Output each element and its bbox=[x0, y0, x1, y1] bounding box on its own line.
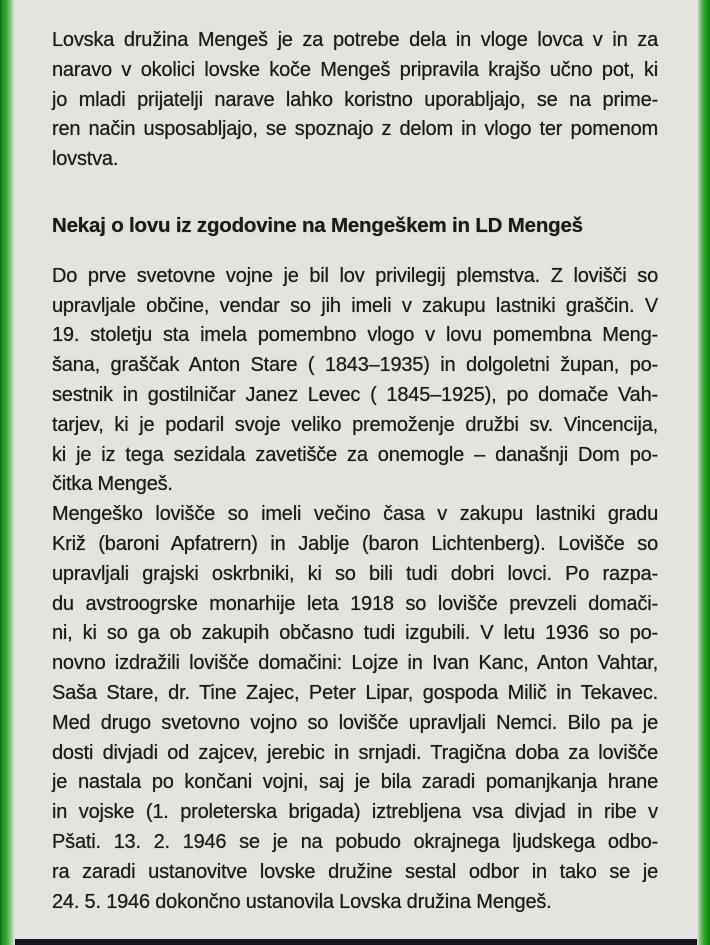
text-line: ni, ki so ga ob zakupih občasno tudi izgubili. V letu 1936 so po- bbox=[52, 622, 658, 645]
text-line: upravljali grajski oskrbniki, ki so bili tudi dobri lovci. Po razpa- bbox=[52, 562, 658, 585]
text-line: ki je iz tega sezidala zavetišče za onemogle – današnji Dom po- bbox=[52, 443, 658, 466]
text-line: ra zaradi ustanovitve lovske družine sestal odbor in tako se je bbox=[52, 860, 658, 883]
history-paragraph-2 bbox=[52, 500, 658, 917]
text-line: 19. stoletju sta imela pomembno vlogo v lovu pomembna Meng- bbox=[52, 324, 658, 347]
text-line: lovstva. bbox=[52, 148, 119, 171]
text-line: upravljale občine, vendar so jih imeli v zakupu lastniki graščin. V bbox=[52, 294, 658, 317]
text-line: Lovska družina Mengeš je za potrebe dela in vloge lovca v in za bbox=[52, 29, 658, 51]
text-line: novno izdražili lovišče domačini: Lojze in Ivan Kanc, Anton Vahtar, bbox=[52, 652, 658, 675]
text-line: du avstroogrske monarhije leta 1918 so lovišče prevzeli domači- bbox=[52, 592, 658, 615]
text-line: Pšati. 13. 2. 1946 se je na pobudo okrajnega ljudskega odbo- bbox=[52, 830, 658, 853]
text-line: čitka Mengeš. bbox=[52, 473, 173, 496]
right-green-border bbox=[697, 0, 710, 945]
text-line: sestnik in gostilničar Janez Levec ( 1845–1925), po domače Vah- bbox=[52, 383, 658, 406]
text-line: in vojske (1. proleterska brigada) iztrebljena vsa divjad in ribe v bbox=[52, 801, 658, 824]
text-line: Do prve svetovne vojne je bil lov privilegij plemstva. Z lovišči so bbox=[52, 264, 658, 287]
text-line: 24. 5. 1946 dokončno ustanovila Lovska družina Mengeš. bbox=[52, 890, 552, 913]
text-line: je nastala po končani vojni, saj je bila zaradi pomanjkanja hrane bbox=[52, 771, 658, 794]
text-line: Križ (baroni Apfatrern) in Jablje (baron Lichtenberg). Lovišče so bbox=[52, 532, 658, 555]
section-heading: Nekaj o lovu iz zgodovine na Mengeškem in LD Mengeš bbox=[52, 213, 583, 237]
text-line: Saša Stare, dr. Tine Zajec, Peter Lipar, gospoda Milič in Tekavec. bbox=[52, 681, 658, 704]
page-text-column bbox=[52, 26, 658, 917]
text-line: dosti divjadi od zajcev, jerebic in srnjadi. Tragična doba za lovišče bbox=[52, 741, 658, 764]
text-line: šana, graščak Anton Stare ( 1843–1935) in dolgoletni župan, po- bbox=[52, 354, 658, 377]
text-line: Mengeško lovišče so imeli večino časa v zakupu lastniki gradu bbox=[52, 503, 658, 526]
intro-paragraph bbox=[52, 26, 658, 175]
text-line: jo mladi prijatelji narave lahko koristno uporabljajo, se na prime- bbox=[52, 88, 658, 111]
history-paragraph-1 bbox=[52, 262, 658, 500]
text-line: Med drugo svetovno vojno so lovišče upravljali Nemci. Bilo pa je bbox=[52, 711, 658, 734]
text-line: naravo v okolici lovske koče Mengeš pripravila krajšo učno pot, ki bbox=[52, 58, 658, 81]
text-line: ren način usposabljajo, se spoznajo z delom in vlogo ter pomenom bbox=[52, 118, 658, 141]
bottom-dark-bar bbox=[0, 939, 710, 945]
text-line: tarjev, ki je podaril svoje veliko premoženje družbi sv. Vincencija, bbox=[52, 413, 658, 436]
left-green-border bbox=[0, 0, 15, 945]
